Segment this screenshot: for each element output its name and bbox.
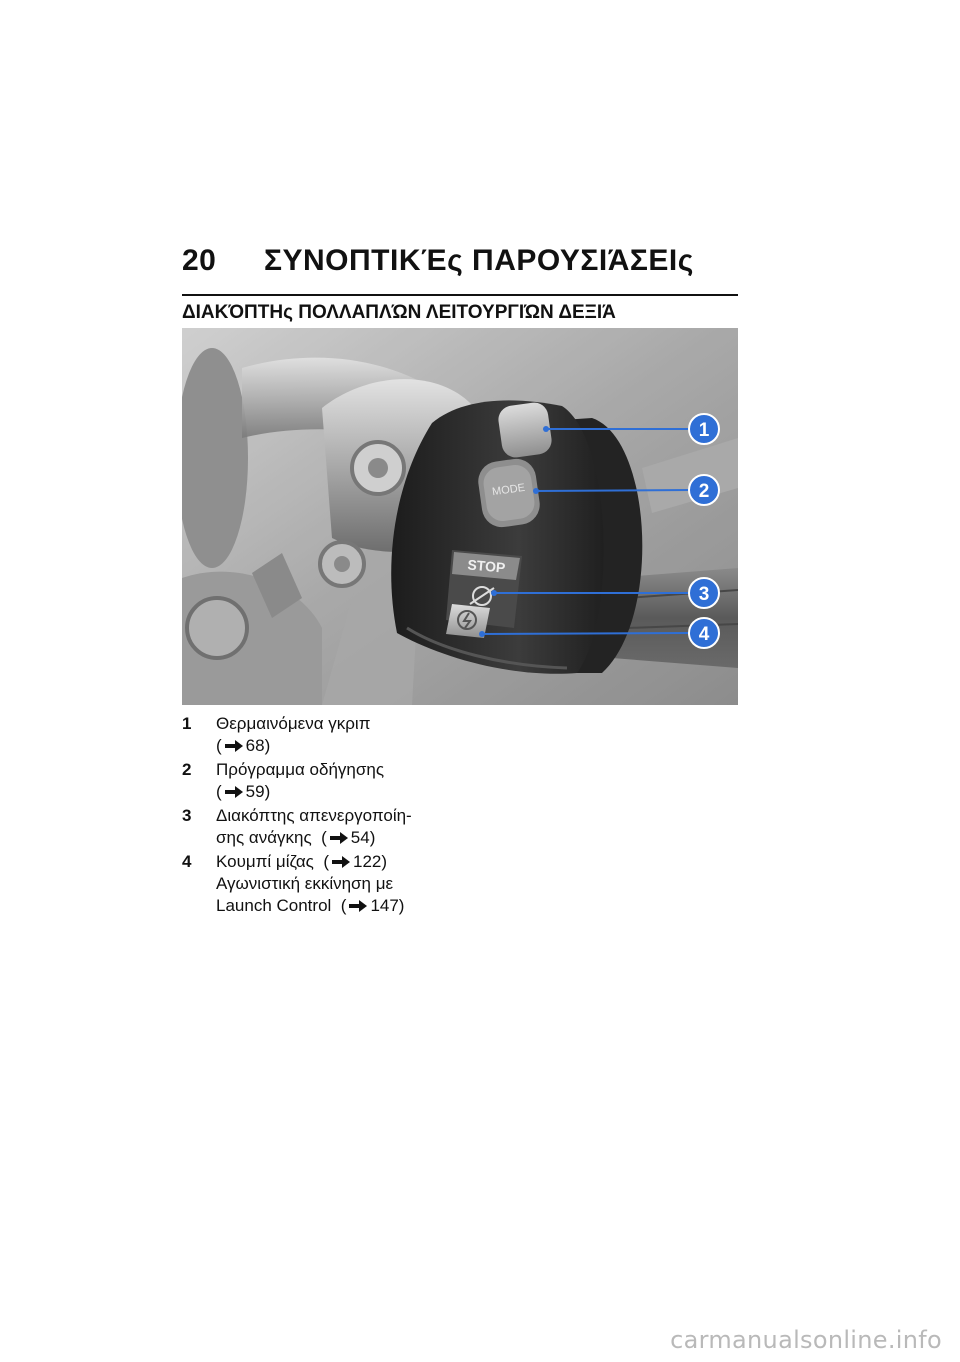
page-arrow-icon bbox=[225, 740, 243, 752]
page-arrow-icon bbox=[330, 832, 348, 844]
legend-item-1: 1 Θερμαινόμενα γκριπ ( 68) bbox=[182, 713, 452, 757]
legend-item-2: 2 Πρόγραμμα οδήγησης ( 59) bbox=[182, 759, 452, 803]
header-rule bbox=[182, 294, 738, 296]
page-reference[interactable]: ( 122) bbox=[323, 852, 388, 871]
watermark: carmanualsonline.info bbox=[670, 1326, 942, 1354]
legend-item-3: 3 Διακόπτης απενεργοποίη- σης ανάγκης ( 54) bbox=[182, 806, 412, 847]
callout-4 bbox=[689, 618, 719, 648]
svg-text:1: 1 bbox=[698, 420, 710, 441]
page-reference[interactable]: ( 147) bbox=[340, 896, 405, 915]
section-title: ΔΙΑΚΌΠΤΗς ΠΟΛΛΑΠΛΏΝ ΛΕΙΤΟΥΡΓΙΏΝ ΔΕΞΙΆ bbox=[182, 302, 616, 323]
page-reference[interactable]: ( 59) bbox=[216, 782, 271, 801]
handlebar-switch-photo bbox=[182, 328, 738, 705]
page-arrow-icon bbox=[349, 900, 367, 912]
svg-text:2: 2 bbox=[698, 481, 710, 502]
page-arrow-icon bbox=[332, 856, 350, 868]
svg-text:4: 4 bbox=[698, 624, 710, 645]
chapter-title: ΣΥΝΟΠΤΙΚΈς ΠΑΡΟΥΣΙΆΣΕΙς bbox=[264, 244, 694, 277]
page-arrow-icon bbox=[225, 786, 243, 798]
stop-label: STOP bbox=[466, 556, 506, 576]
page-reference[interactable]: ( 54) bbox=[321, 828, 376, 847]
mode-button-label: MODE bbox=[491, 481, 526, 499]
page-header bbox=[182, 244, 738, 278]
callout-2 bbox=[689, 475, 719, 505]
svg-text:3: 3 bbox=[698, 584, 710, 605]
callout-3 bbox=[689, 578, 719, 608]
legend-item-4: 4 Κουμπί μίζας ( 122) Αγωνιστική εκκίνηση με Launch Control ( 147) bbox=[182, 852, 405, 915]
legend-list bbox=[182, 713, 452, 919]
page-number: 20 bbox=[182, 244, 217, 277]
page-reference[interactable]: ( 68) bbox=[216, 736, 271, 755]
callout-1 bbox=[689, 414, 719, 444]
